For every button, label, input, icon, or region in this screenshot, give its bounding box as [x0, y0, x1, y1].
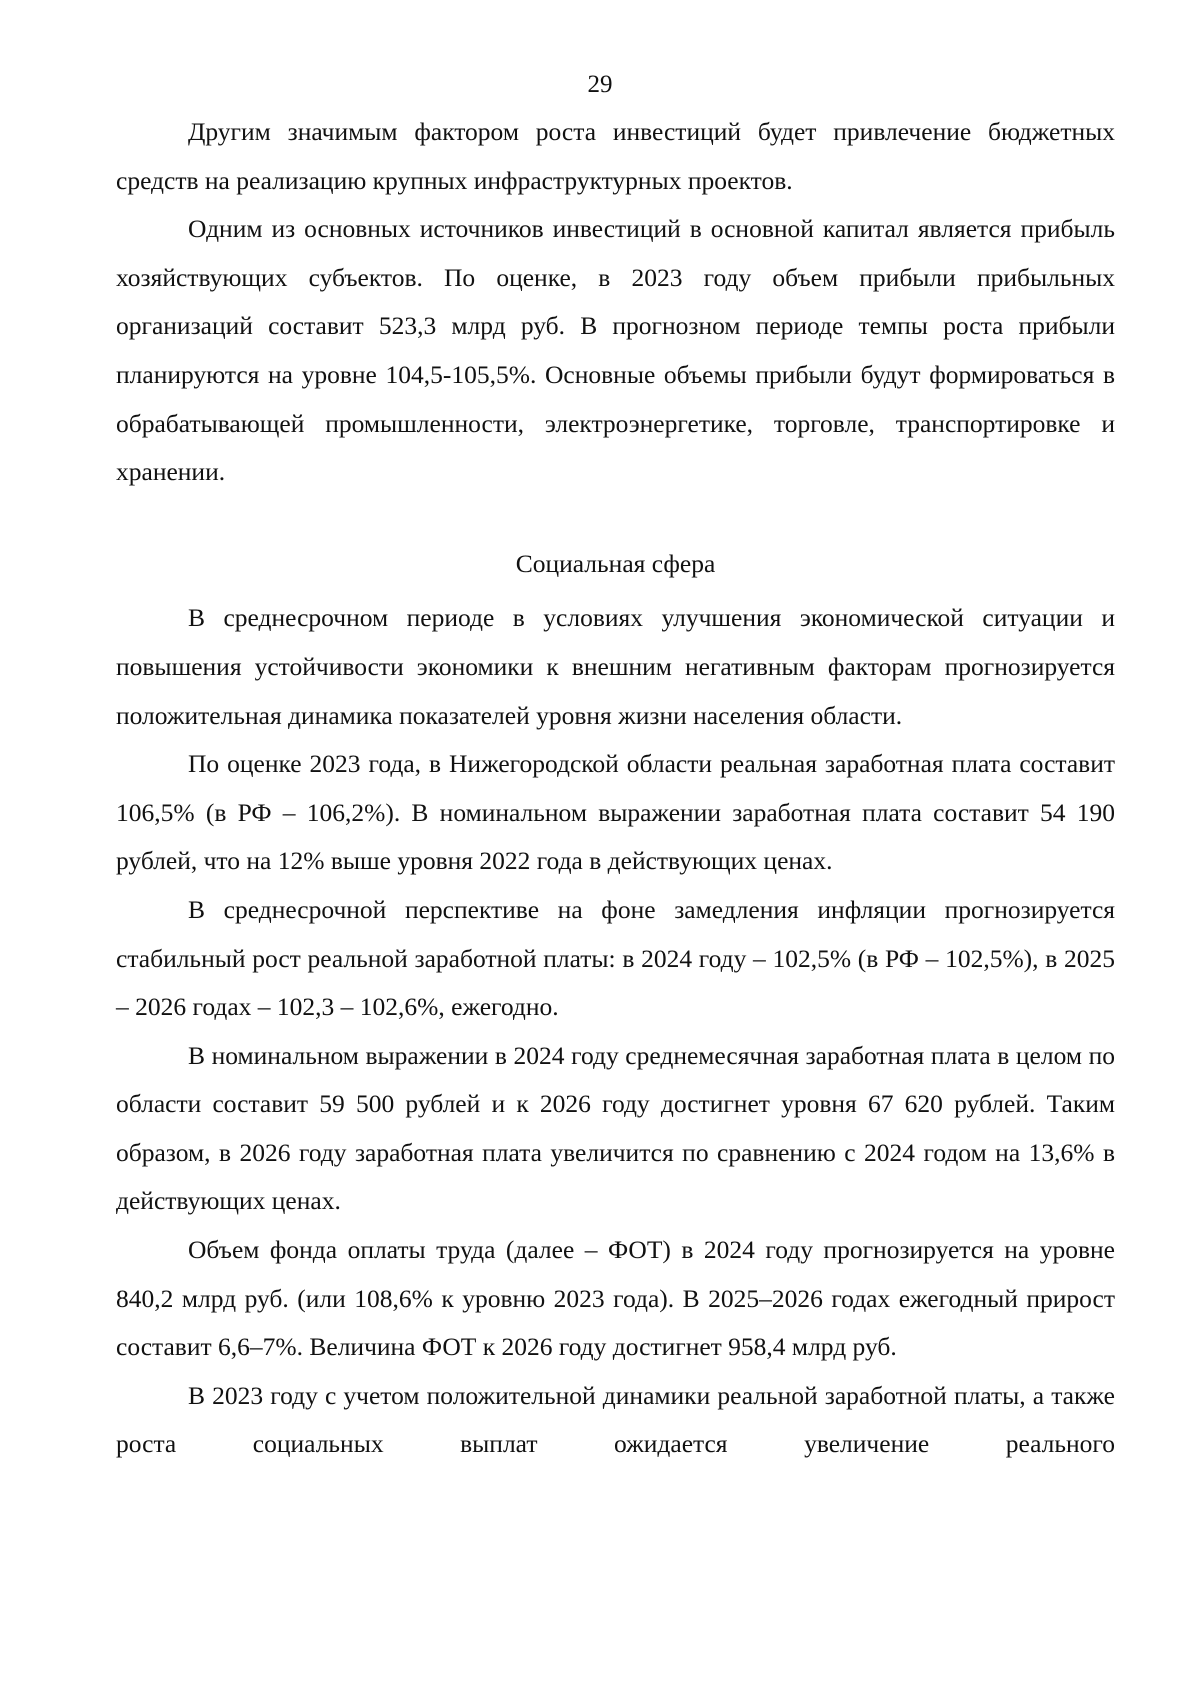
- paragraph-profit-investment: Одним из основных источников инвестиций в основной капитал является прибыль хозяйствующих субъектов. По оценке, в 2023 году объем прибыли прибыльных организаций составит 523,3 млрд руб. В прогнозном периоде темпы роста прибыли планируются на уровне 104,5-105,5%. Основные объемы прибыли будут формироваться в обрабатывающей промышленности, электроэнергетике, торговле, транспортировке и хранении.: [116, 214, 1115, 487]
- page-content: [116, 108, 1115, 1469]
- page-number: 29: [587, 71, 613, 98]
- paragraph-payroll-fund: Объем фонда оплаты труда (далее – ФОТ) в 2024 году прогнозируется на уровне 840,2 млрд руб. (или 108,6% к уровню 2023 года). В 2025–2026 годах ежегодный прирост составит 6,6–7%. Величина ФОТ к 2026 году достигнет 958,4 млрд руб.: [116, 1235, 1115, 1362]
- paragraph-nominal-wages: В номинальном выражении в 2024 году среднемесячная заработная плата в целом по области составит 59 500 рублей и к 2026 году достигнет уровня 67 620 рублей. Таким образом, в 2026 году заработная плата увеличится по сравнению с 2024 годом на 13,6% в действующих ценах.: [116, 1040, 1115, 1216]
- paragraph-social-payments: В 2023 году с учетом положительной динамики реальной заработной платы, а также роста социальных выплат ожидается увеличение реального: [116, 1380, 1115, 1459]
- paragraph-living-standards: В среднесрочном периоде в условиях улучшения экономической ситуации и повышения устойчивости экономики к внешним негативным факторам прогнозируется положительная динамика показателей уровня жизни населения области.: [116, 603, 1115, 730]
- section-heading-social: Социальная сфера: [515, 548, 716, 578]
- paragraph-budget-funds: Другим значимым фактором роста инвестиций будет привлечение бюджетных средств на реализацию крупных инфраструктурных проектов.: [116, 117, 1115, 195]
- paragraph-real-wages-2023: По оценке 2023 года, в Нижегородской области реальная заработная плата составит 106,5% (в РФ – 106,2%). В номинальном выражении заработная плата составит 54 190 рублей, что на 12% выше уровня 2022 года в действующих ценах.: [116, 749, 1115, 876]
- paragraph-wage-growth-forecast: В среднесрочной перспективе на фоне замедления инфляции прогнозируется стабильный рост реальной заработной платы: в 2024 году – 102,5% (в РФ – 102,5%), в 2025 – 2026 годах – 102,3 – 102,6%, ежегодно.: [116, 894, 1115, 1022]
